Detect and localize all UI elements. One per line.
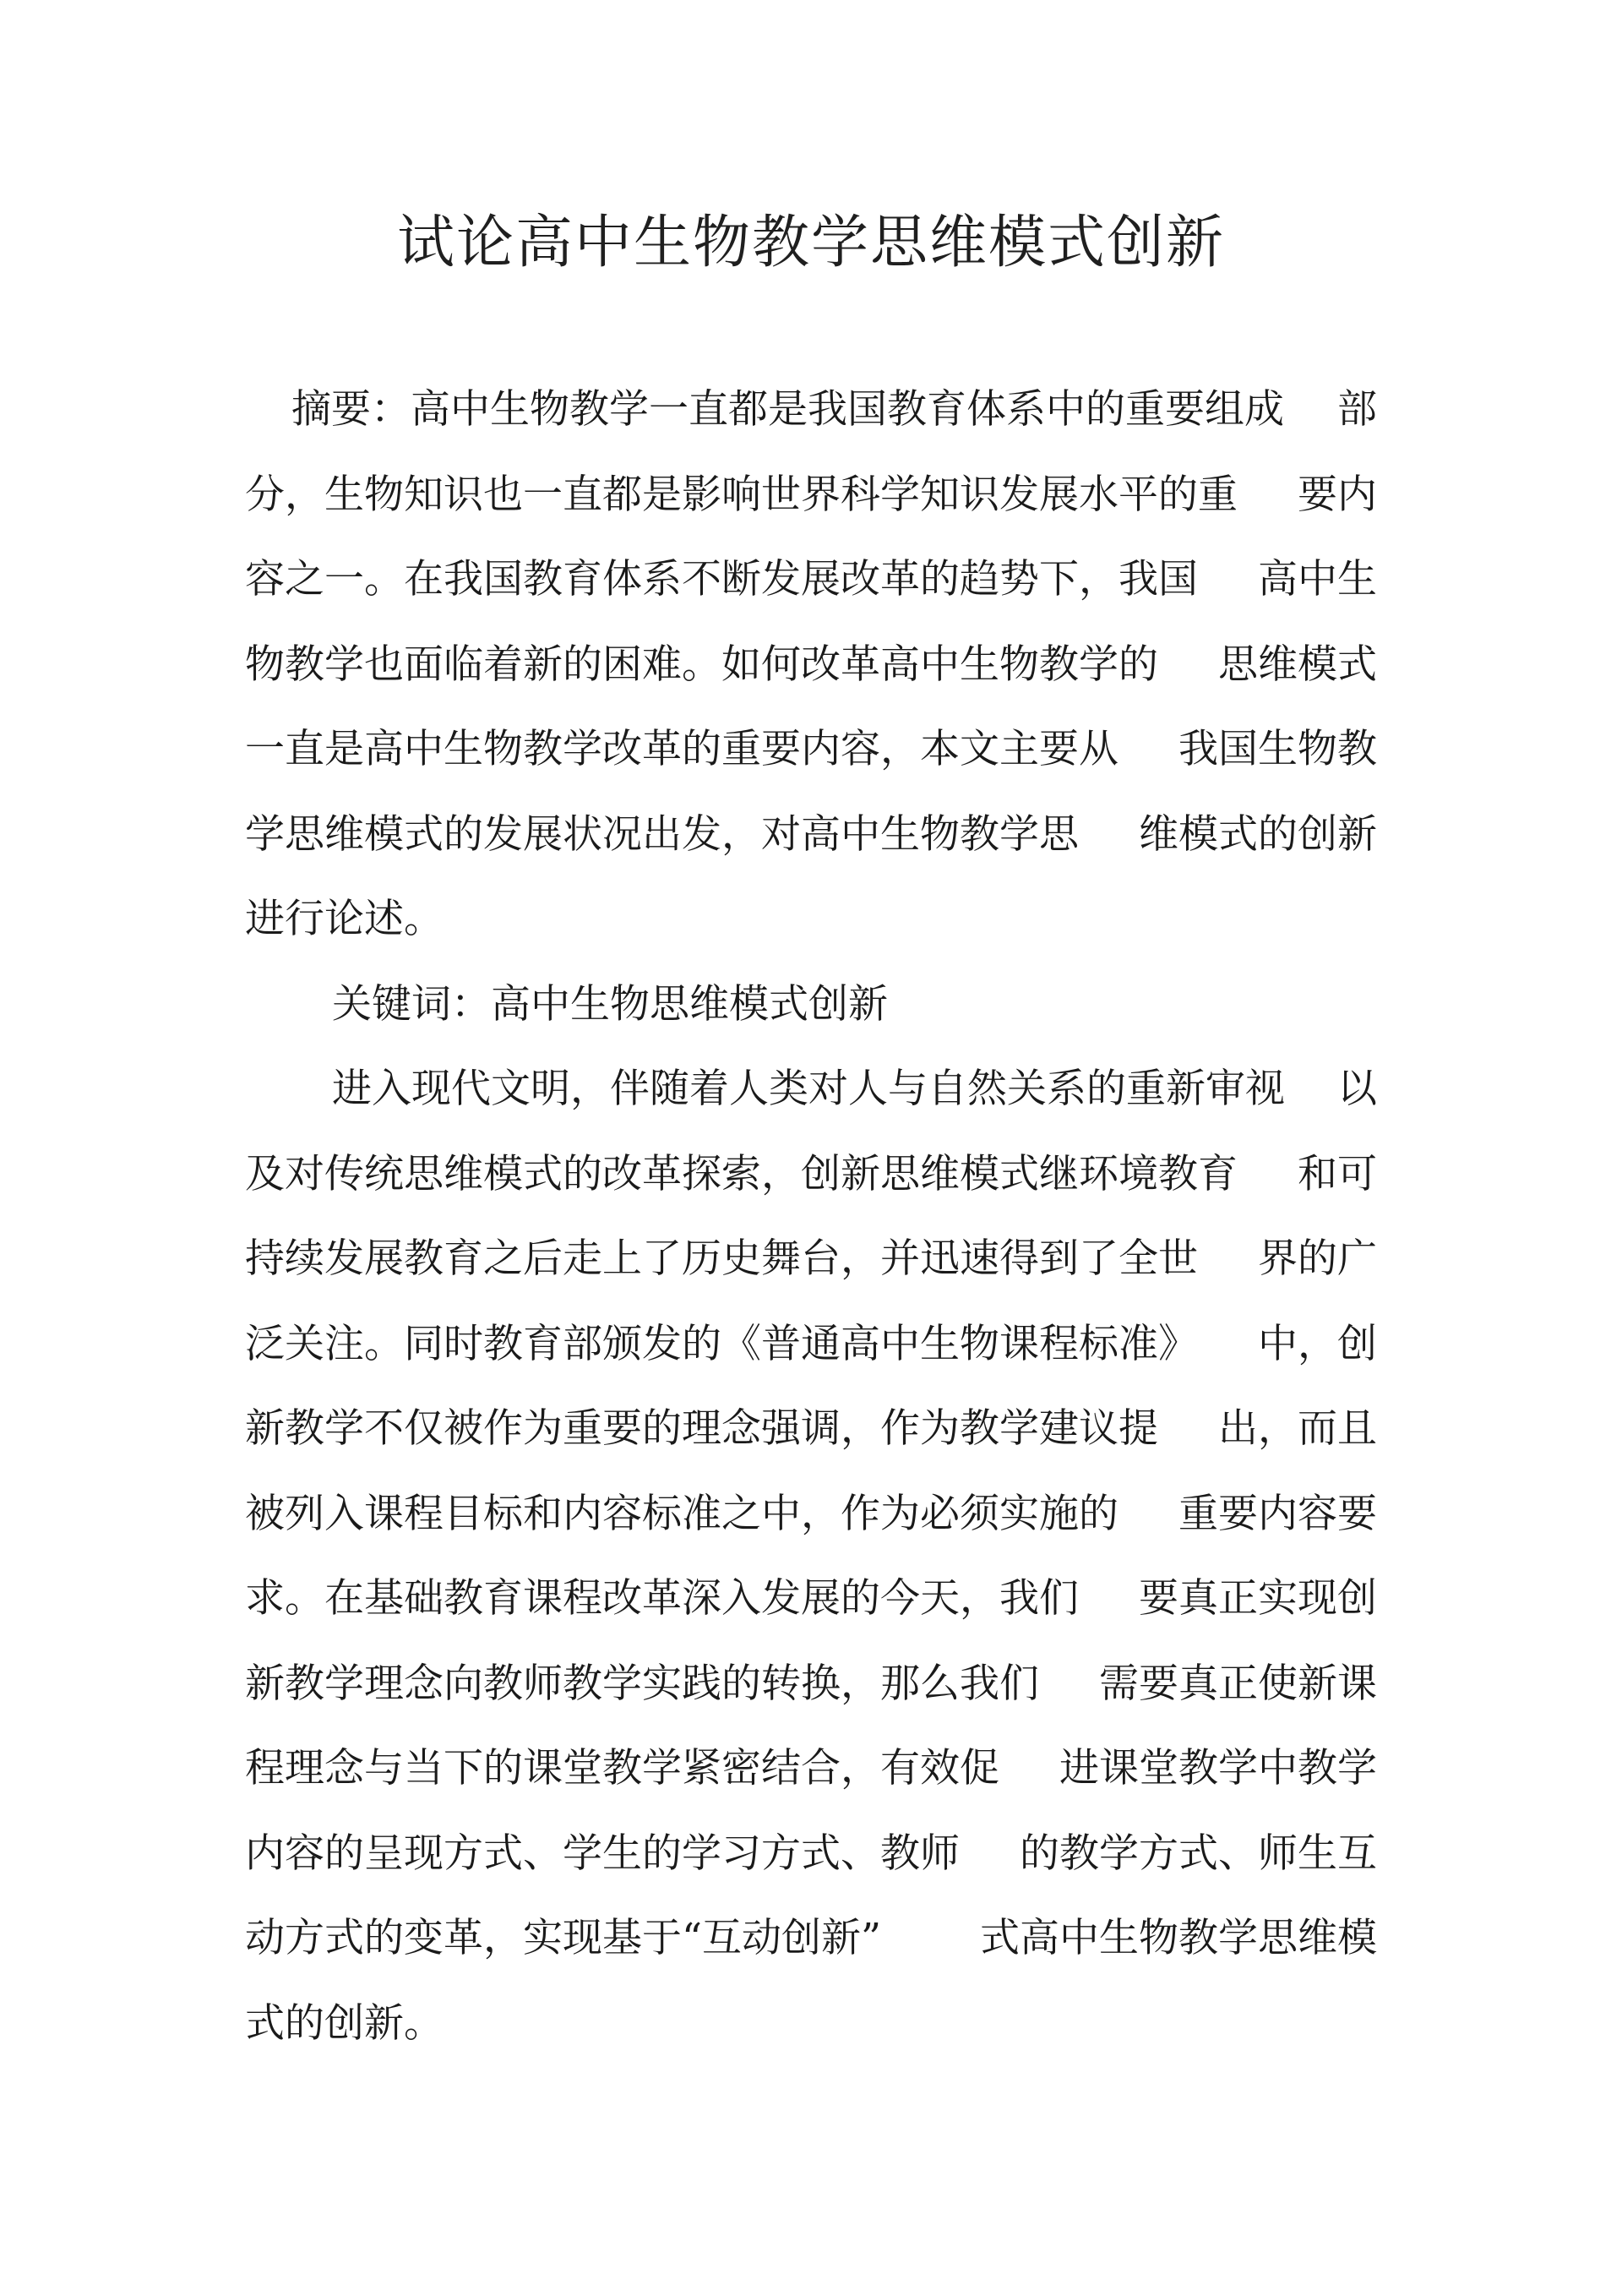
body-line-text: 进入现代文明，伴随着人类对人与自然关系的重新审视 bbox=[332, 1066, 1285, 1112]
abstract-line-text: 高中生 bbox=[1258, 556, 1377, 603]
abstract-line-text: 学思维模式的发展状况出发，对高中生物教学思 bbox=[245, 811, 1079, 858]
body-line-text: 新教学理念向教师教学实践的转换，那么我们 bbox=[245, 1661, 1039, 1707]
body-line-text: 需要真正使新课 bbox=[1099, 1661, 1377, 1707]
body-line bbox=[245, 1217, 1377, 1301]
body-line-text: 被列入课程目标和内容标准之中，作为必须实施的 bbox=[245, 1491, 1119, 1537]
abstract-line bbox=[291, 368, 1377, 452]
body-line-text: 式的创新。 bbox=[245, 2000, 444, 2047]
abstract-line bbox=[245, 537, 1377, 622]
body-line bbox=[245, 1726, 1377, 1811]
body-line bbox=[245, 1557, 1377, 1641]
abstract-line-text: 我国生物教 bbox=[1178, 726, 1377, 772]
abstract-line-text: 摘要：高中生物教学一直都是我国教育体系中的重要组成 bbox=[291, 386, 1284, 433]
body-line bbox=[245, 1896, 1377, 1981]
abstract-line-text: 思维模式 bbox=[1218, 641, 1377, 688]
abstract-line-text: 容之一。在我国教育体系不断发展改革的趋势下，我国 bbox=[245, 556, 1198, 603]
abstract-line bbox=[245, 453, 1377, 537]
body-line-text: 的教学方式、师生互 bbox=[1020, 1830, 1377, 1877]
abstract-line-text: 进行论述。 bbox=[245, 896, 444, 942]
body-line-text: 和可 bbox=[1298, 1151, 1377, 1197]
body-line-text: 中，创 bbox=[1258, 1321, 1377, 1367]
body-line-text: 进课堂教学中教学 bbox=[1059, 1745, 1377, 1792]
body-line-text: 内容的呈现方式、学生的学习方式、教师 bbox=[245, 1830, 960, 1877]
body-line bbox=[245, 1472, 1377, 1557]
body-line bbox=[245, 1132, 1377, 1217]
keywords-line: 关键词：高中生物思维模式创新 bbox=[332, 981, 888, 1028]
body-line bbox=[332, 1047, 1377, 1132]
body-line-text: 出，而且 bbox=[1218, 1405, 1377, 1452]
body-line bbox=[245, 1642, 1377, 1726]
abstract-line-text: 分，生物知识也一直都是影响世界科学知识发展水平的重 bbox=[245, 472, 1238, 518]
abstract-line-text: 要内 bbox=[1298, 472, 1377, 518]
body-line bbox=[245, 1302, 1377, 1387]
body-line-text: 界的广 bbox=[1258, 1235, 1377, 1282]
body-line bbox=[245, 1982, 1377, 2066]
abstract-line bbox=[245, 793, 1377, 877]
body-line-text: 泛关注。同时教育部颁发的《普通高中生物课程标准》 bbox=[245, 1321, 1198, 1367]
abstract-line-text: 维模式的创新 bbox=[1139, 811, 1377, 858]
abstract-line-text: 一直是高中生物教学改革的重要内容，本文主要从 bbox=[245, 726, 1119, 772]
body-line-text: 新教学不仅被作为重要的理念强调，作为教学建议提 bbox=[245, 1405, 1158, 1452]
body-line-text: 及对传统思维模式的改革探索，创新思维模式继环境教育 bbox=[245, 1151, 1238, 1197]
body-line-text: 动方式的变革，实现基于“互动创新” bbox=[245, 1915, 882, 1961]
body-line-text: 程理念与当下的课堂教学紧密结合，有效促 bbox=[245, 1745, 999, 1792]
abstract-line-text: 物教学也面临着新的困难。如何改革高中生物教学的 bbox=[245, 641, 1158, 688]
body-line-text: 重要内容要 bbox=[1178, 1491, 1377, 1537]
body-line-text: 要真正实现创 bbox=[1139, 1575, 1377, 1622]
abstract-line bbox=[245, 623, 1377, 707]
abstract-line bbox=[245, 707, 1377, 792]
body-line bbox=[245, 1812, 1377, 1896]
abstract-line-text: 部 bbox=[1337, 386, 1377, 433]
body-line-text: 求。在基础教育课程改革深入发展的今天，我们 bbox=[245, 1575, 1079, 1622]
body-line-text: 以 bbox=[1337, 1066, 1377, 1112]
document-title: 试论高中生物教学思维模式创新 bbox=[396, 210, 1225, 276]
body-line-text: 持续发展教育之后走上了历史舞台，并迅速得到了全世 bbox=[245, 1235, 1198, 1282]
body-line-text: 式高中生物教学思维模 bbox=[980, 1915, 1377, 1961]
body-line bbox=[245, 1387, 1377, 1471]
abstract-line bbox=[245, 877, 1377, 962]
